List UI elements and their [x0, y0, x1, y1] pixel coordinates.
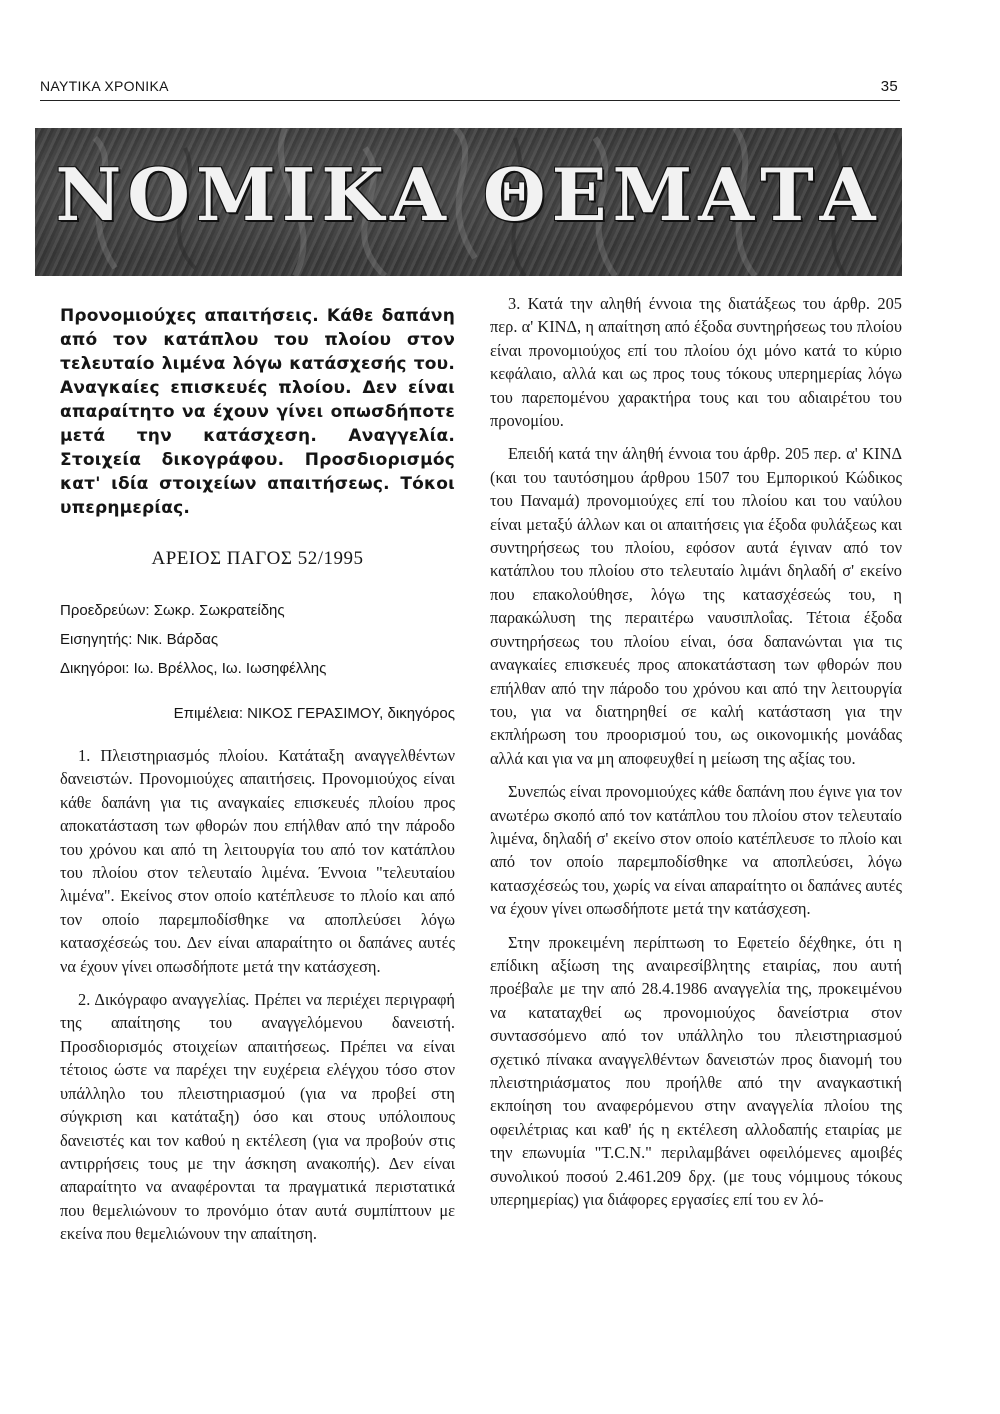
left-column — [60, 292, 455, 1256]
case-title: ΑΡΕΙΟΣ ΠΑΓΟΣ 52/1995 — [151, 548, 364, 569]
paragraph: Επειδή κατά την άληθή έννοια του άρθρ. 205 περ. α' ΚΙΝΔ (και του ταυτόσημου άρθρου 1507 του Εμπορικού Κώδικος του Παναμά) προνομιούχες επί του πλοίου και του ναύλου είναι μεταξύ άλλων και οι απαιτήσεις για έξοδα φυλάξεως και συντηρήσεως του πλοίου, εφόσον αυτά έγιναν από τον κατάπλου του πλοίου στο τελευταίο λιμάνι δηλαδή σ' εκείνο που επακολούθησε, λόγω της κατασχέσεώς του, η παρακώλυση της περαιτέρω ναυσιπλοΐας. Τέτοια έξοδα συντηρήσεως του πλοίου είναι, όσα δαπανώνται για τις αναγκαίες επισκευές προς αποκατάσταση των φθορών που επήλθαν από την πάροδο του χρόνου και από την λειτουργία του, για να διατηρηθεί σε καλή κατάσταση για την εκπλήρωση του προορισμού του, ως οικονομικής μονάδας αλλά και για να μη αποφευχθεί η μείωση της αξίας του. — [490, 444, 902, 768]
page-number: 35 — [880, 78, 898, 95]
editor-line: Επιμέλεια: ΝΙΚΟΣ ΓΕΡΑΣΙΜΟΥ, δικηγόρος — [173, 705, 455, 722]
magazine-title: ΝΑΥΤΙΚΑ ΧΡΟΝΙΚΑ — [40, 78, 169, 94]
right-column — [490, 292, 902, 1221]
left-body — [60, 744, 455, 1246]
paragraph: Στην προκειμένη περίπτωση το Εφετείο δέχθηκε, ότι η επίδικη αξίωση της αναιρεσίβλητης εταιρίας, που αυτή προέβαλε με την από 28.4.1986 αναγγελία της, προκειμένου να καταταχθεί ως προνομιούχος δανείστρια στον συντασσόμενο από τον υπάλληλο του πλειστηριασμού σχετικό πίνακα αναγγελθέντων δανειστών προς διανομή του πλειστηριάσματος που προήλθε από την αναγκαστική εκποίηση του αναφερόμενου στην αναγγελία πλοίου της οφειλέτριας και καθ' ής η εκτέλεση αλλοδαπής εταιρίας με την επωνυμία "T.C.N." περιλαμβάνει οφειλόμενες αμοιβές συνολικού ποσού 2.461.209 δρχ. (με τους νόμιμους τόκους υπερημερίας) για διάφορες εργασίες επί του εν λό- — [490, 932, 902, 1210]
section-title: ΝΟΜΙΚΑ ΘΕΜΑΤΑ — [55, 152, 882, 237]
summary-heading: Προνομιούχες απαιτήσεις. Κάθε δαπάνη από τον κατάπλου του πλοίου στον τελευταίο λιμένα λόγω κατάσχεσής του. Αναγκαίες επισκευές πλοίου. Δεν είναι απαραίτητο να έχουν γίνει οπωσδήποτε μετά την κατάσχεση. Αναγγελία. Στοιχεία δικογράφου. Προσδιορισμός κατ' ιδία στοιχείων απαιτήσεως. Τόκοι υπερημερίας. — [60, 306, 455, 518]
president-line: Προεδρεύων: Σωκρ. Σωκρατείδης — [60, 602, 285, 619]
running-head — [40, 74, 900, 101]
paragraph: 3. Κατά την αληθή έννοια της διατάξεως του άρθρ. 205 περ. α' ΚΙΝΔ, η απαίτηση από έξοδα συντηρήσεως του πλοίου είναι προνομιούχος επί του πλοίου όχι μόνο κατά το κύριο κεφάλαιο, αλλά και ως προς τους τόκους υπερημερίας λόγω του παρεπομένου χαρακτήρα τους και του αδιαιρέτου του προνομίου. — [490, 294, 902, 431]
rapporteur-line: Εισηγητής: Νικ. Βάρδας — [60, 631, 219, 648]
right-body — [490, 292, 902, 1211]
paragraph: 1. Πλειστηριασμός πλοίου. Κατάταξη αναγγελθέντων δανειστών. Προνομιούχες απαιτήσεις. Προνομιούχος είναι κάθε δαπάνη για τις αναγκαίες επισκευές πλοίου προς αποκατάσταση των φθορών που επήλθαν από την πάροδο του χρόνου και από τη λειτουργία του από τον κατάπλου του πλοίου στον τελευταίο λιμένα. Έννοια "τελευταίου λιμένα". Εκείνος στον οποίο κατέπλευσε το πλοίο και από τον οποίο παρεμποδίσθηκε να αποπλεύσει λόγω κατασχέσεώς του. Δεν είναι απαραίτητο οι δαπάνες αυτές να έχουν γίνει οπωσδήποτε μετά την κατάσχεση. — [60, 746, 455, 976]
lawyers-line: Δικηγόροι: Ιω. Βρέλλος, Ιω. Ιωσηφέλλης — [60, 660, 327, 677]
section-banner — [35, 128, 902, 276]
paragraph: Συνεπώς είναι προνομιούχες κάθε δαπάνη που έγινε για τον ανωτέρω σκοπό από τον κατάπλου του πλοίου στον τελευταίο λιμένα, δηλαδή σ' εκείνο στον οποίο κατέπλευσε το πλοίο και από τον οποίο παρεμποδίσθηκε να αποπλεύσει, λόγω κατασχέσεώς του, χωρίς να είναι απαραίτητο οι δαπάνες αυτές να έχουν γίνει οπωσδήποτε μετά την κατάσχεση. — [490, 782, 902, 919]
paragraph: 2. Δικόγραφο αναγγελίας. Πρέπει να περιέχει περιγραφή της απαίτησης του αναγγελόμενου δανειστή. Προσδιορισμός στοιχείων απαιτήσεως. Πρέπει να είναι τέτοιος ώστε να παρέχει την ευχέρεια ελέγχου τόσο στον υπάλληλο του πλειστηριασμού (για να προβεί στη σύγκριση και κατάταξη) όσο και στους υπόλοιπους δανειστές και τον καθού η εκτέλεση (για να προβούν στις αντιρρήσεις τους με την άσκηση ανακοπής). Δεν είναι απαραίτητο να αναφέρονται τα πραγματικά περιστατικά που θεμελιώνουν το προνόμιο όταν αυτά συμπίπτουν με εκείνα που θεμελιώνουν την απαίτηση. — [60, 990, 455, 1244]
case-meta — [60, 596, 455, 683]
